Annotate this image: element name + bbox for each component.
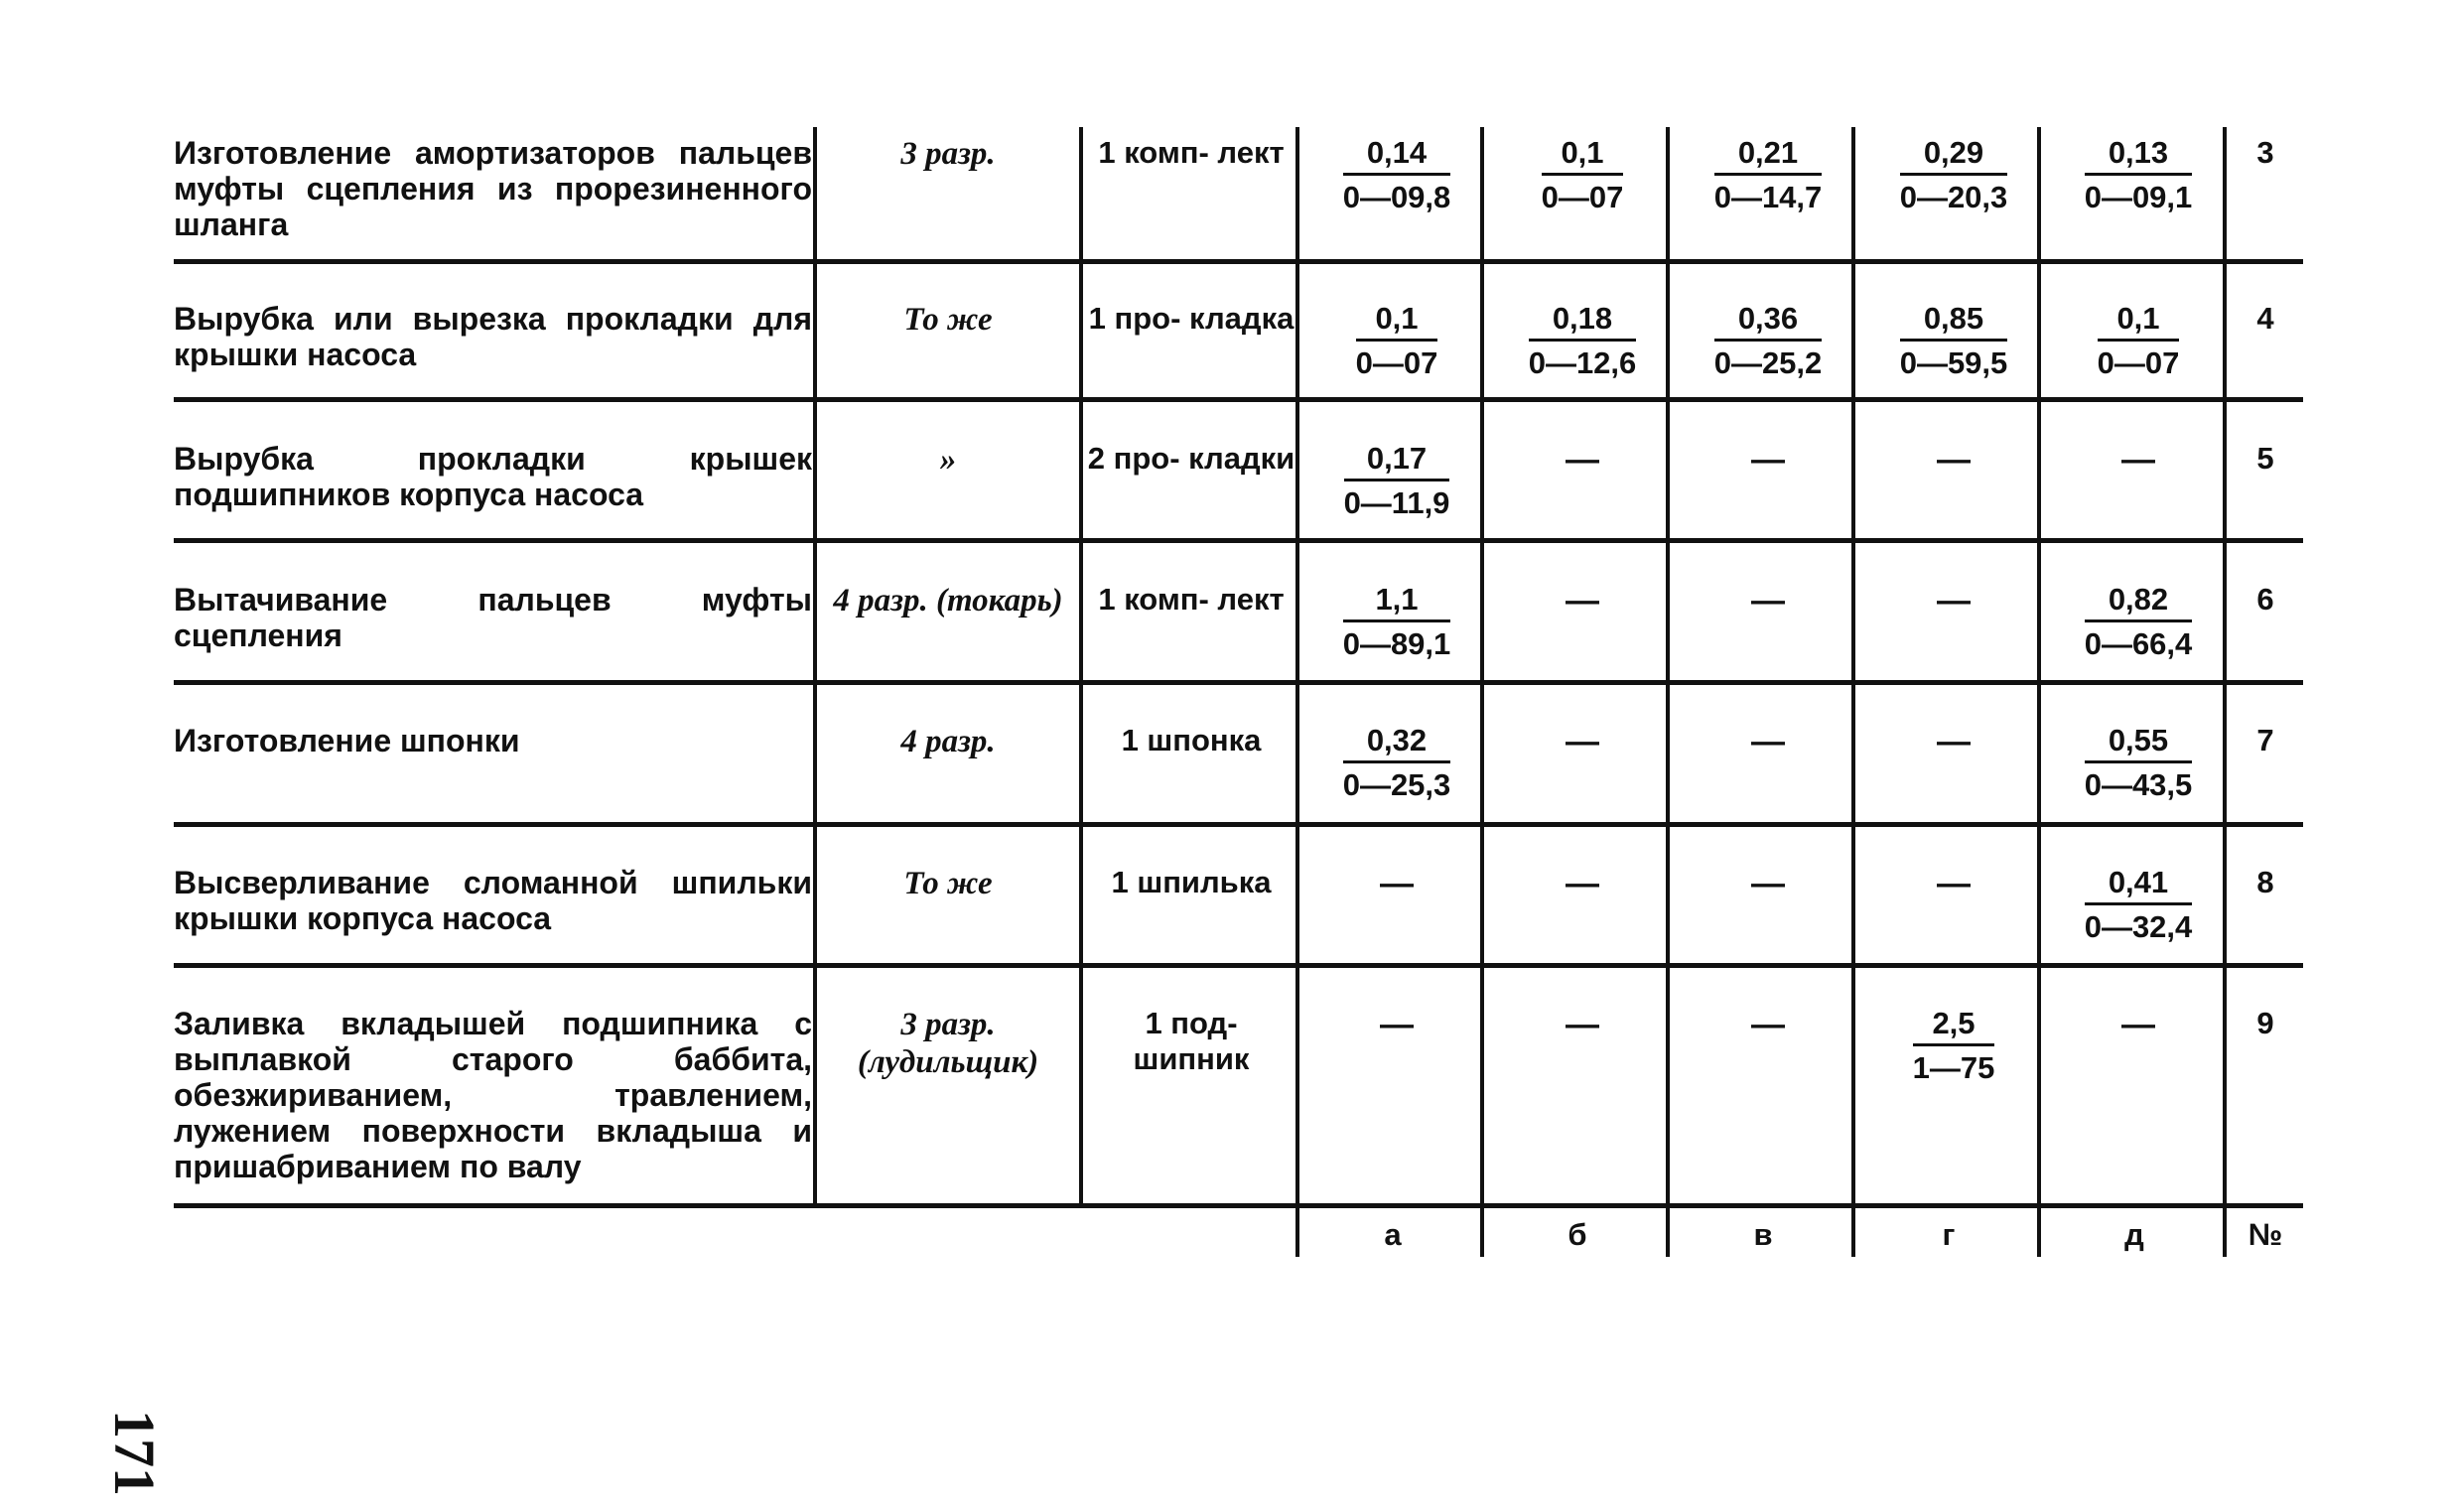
value-numerator: 0,1 bbox=[1542, 135, 1624, 176]
measure-unit: 1 шпилька bbox=[1111, 865, 1272, 899]
measure-unit: 1 под- шипник bbox=[1133, 1006, 1250, 1076]
value-fraction bbox=[1343, 723, 1451, 803]
worker-rank: 4 разр. (токарь) bbox=[833, 583, 1063, 619]
value-numerator: 0,36 bbox=[1714, 301, 1823, 342]
value-denominator: 0—09,8 bbox=[1342, 180, 1451, 214]
value-d bbox=[2046, 129, 2231, 260]
measure-unit: 2 про- кладки bbox=[1087, 441, 1295, 476]
value-numerator: 0,41 bbox=[2085, 865, 2193, 905]
value-numerator: 2,5 bbox=[1913, 1006, 1995, 1046]
empty-dash: — bbox=[1566, 441, 1599, 479]
value-fraction bbox=[1714, 135, 1823, 215]
value-numerator: 0,14 bbox=[1343, 135, 1451, 176]
value-fraction bbox=[2085, 135, 2193, 215]
empty-dash: — bbox=[1380, 1006, 1414, 1043]
worker-rank: То же bbox=[903, 302, 993, 338]
measure-unit: 1 комп- лект bbox=[1098, 582, 1285, 617]
value-fraction bbox=[1542, 135, 1624, 215]
work-description: Вытачивание пальцев муфты сцепления bbox=[174, 582, 812, 653]
worker-rank: » bbox=[939, 442, 957, 478]
page-number: 171 bbox=[102, 1410, 167, 1496]
value-numerator: 0,55 bbox=[2085, 723, 2193, 763]
column-divider bbox=[2037, 127, 2041, 1257]
value-a bbox=[1304, 435, 1489, 534]
column-divider bbox=[1666, 127, 1670, 1257]
empty-dash: — bbox=[1937, 582, 1971, 619]
empty-dash: — bbox=[1566, 723, 1599, 760]
value-v bbox=[1676, 295, 1860, 394]
value-numerator: 0,21 bbox=[1714, 135, 1823, 176]
value-denominator: 0—14,7 bbox=[1713, 180, 1823, 214]
measure-unit: 1 шпонка bbox=[1121, 723, 1262, 757]
empty-dash: — bbox=[1937, 441, 1971, 479]
empty-dash: — bbox=[1566, 865, 1599, 902]
value-g bbox=[1861, 717, 2046, 816]
empty-dash: — bbox=[1937, 723, 1971, 760]
value-a bbox=[1304, 295, 1489, 394]
value-fraction bbox=[1529, 301, 1637, 381]
value-g bbox=[1861, 129, 2046, 260]
value-v bbox=[1676, 129, 1860, 260]
row-number: 9 bbox=[2256, 1006, 2274, 1040]
value-denominator: 0—12,6 bbox=[1528, 345, 1637, 380]
value-b bbox=[1490, 1000, 1675, 1198]
column-label-number: № bbox=[2248, 1217, 2283, 1252]
value-denominator: 0—07 bbox=[1355, 345, 1438, 380]
value-denominator: 0—25,2 bbox=[1713, 345, 1823, 380]
value-fraction bbox=[1913, 1006, 1995, 1086]
empty-dash: — bbox=[1751, 865, 1785, 902]
value-d bbox=[2046, 435, 2231, 534]
column-label-b: б bbox=[1567, 1217, 1587, 1252]
empty-dash: — bbox=[2121, 1006, 2155, 1043]
value-numerator: 0,17 bbox=[1344, 441, 1450, 481]
value-b bbox=[1490, 295, 1675, 394]
work-description: Заливка вкладышей подшипника с выплавкой старого баббита, обезжириванием, травлением, лужением поверхности вкладыша и пришабриванием по валу bbox=[174, 1006, 812, 1184]
row-number: 6 bbox=[2256, 582, 2274, 617]
row-number: 3 bbox=[2256, 135, 2274, 170]
value-a bbox=[1304, 1000, 1489, 1198]
value-a bbox=[1304, 859, 1489, 958]
value-fraction bbox=[1344, 441, 1450, 521]
value-denominator: 0—66,4 bbox=[2084, 626, 2193, 661]
value-v bbox=[1676, 1000, 1860, 1198]
value-d bbox=[2046, 859, 2231, 958]
empty-dash: — bbox=[1751, 723, 1785, 760]
value-a bbox=[1304, 576, 1489, 675]
value-g bbox=[1861, 576, 2046, 675]
value-fraction bbox=[2085, 865, 2193, 945]
value-a bbox=[1304, 717, 1489, 816]
worker-rank: То же bbox=[903, 866, 993, 901]
empty-dash: — bbox=[1566, 582, 1599, 619]
value-denominator: 0—32,4 bbox=[2084, 909, 2193, 944]
value-v bbox=[1676, 859, 1860, 958]
value-numerator: 0,1 bbox=[2098, 301, 2180, 342]
value-denominator: 0—25,3 bbox=[1342, 767, 1451, 802]
value-fraction bbox=[1356, 301, 1438, 381]
value-numerator: 0,29 bbox=[1900, 135, 2008, 176]
value-v bbox=[1676, 717, 1860, 816]
row-number: 4 bbox=[2256, 301, 2274, 336]
value-v bbox=[1676, 435, 1860, 534]
value-b bbox=[1490, 717, 1675, 816]
value-numerator: 0,18 bbox=[1529, 301, 1637, 342]
value-denominator: 0—11,9 bbox=[1343, 485, 1450, 520]
value-fraction bbox=[2098, 301, 2180, 381]
value-denominator: 0—09,1 bbox=[2084, 180, 2193, 214]
value-fraction bbox=[1900, 301, 2008, 381]
value-denominator: 0—43,5 bbox=[2084, 767, 2193, 802]
empty-dash: — bbox=[1751, 582, 1785, 619]
value-denominator: 1—75 bbox=[1912, 1050, 1995, 1085]
row-divider bbox=[174, 963, 2303, 968]
row-divider bbox=[174, 538, 2303, 543]
row-divider bbox=[174, 259, 2303, 264]
column-divider bbox=[1851, 127, 1855, 1257]
row-divider bbox=[174, 822, 2303, 827]
empty-dash: — bbox=[1751, 441, 1785, 479]
table-row bbox=[174, 576, 2303, 675]
value-numerator: 0,82 bbox=[2085, 582, 2193, 622]
value-a bbox=[1304, 129, 1489, 260]
work-description: Высверливание сломанной шпильки крышки корпуса насоса bbox=[174, 865, 812, 936]
value-numerator: 0,85 bbox=[1900, 301, 2008, 342]
value-d bbox=[2046, 576, 2231, 675]
value-numerator: 0,32 bbox=[1343, 723, 1451, 763]
worker-rank: 4 разр. bbox=[900, 724, 996, 759]
table-row bbox=[174, 859, 2303, 958]
worker-rank: 3 разр. bbox=[900, 136, 996, 172]
work-description: Изготовление амортизаторов пальцев муфты сцепления из прорезиненного шланга bbox=[174, 135, 812, 242]
value-fraction bbox=[2085, 723, 2193, 803]
column-divider bbox=[1295, 127, 1299, 1257]
value-denominator: 0—89,1 bbox=[1342, 626, 1451, 661]
value-denominator: 0—20,3 bbox=[1899, 180, 2008, 214]
column-label-a: а bbox=[1384, 1217, 1402, 1252]
empty-dash: — bbox=[2121, 441, 2155, 479]
work-description: Вырубка прокладки крышек подшипников корпуса насоса bbox=[174, 441, 812, 512]
value-fraction bbox=[1714, 301, 1823, 381]
row-number: 8 bbox=[2256, 865, 2274, 899]
measure-unit: 1 про- кладка bbox=[1088, 301, 1295, 336]
value-b bbox=[1490, 129, 1675, 260]
value-numerator: 1,1 bbox=[1343, 582, 1451, 622]
value-g bbox=[1861, 1000, 2046, 1198]
value-g bbox=[1861, 295, 2046, 394]
table-row bbox=[174, 295, 2303, 394]
value-denominator: 0—07 bbox=[2097, 345, 2180, 380]
row-divider bbox=[174, 680, 2303, 685]
measure-unit: 1 комп- лект bbox=[1098, 135, 1285, 170]
value-b bbox=[1490, 576, 1675, 675]
empty-dash: — bbox=[1566, 1006, 1599, 1043]
column-label-g: г bbox=[1942, 1217, 1956, 1252]
work-description: Изготовление шпонки bbox=[174, 723, 520, 758]
value-v bbox=[1676, 576, 1860, 675]
table-row bbox=[174, 717, 2303, 816]
value-numerator: 0,1 bbox=[1356, 301, 1438, 342]
value-fraction bbox=[1900, 135, 2008, 215]
column-label-d: д bbox=[2124, 1217, 2144, 1252]
column-divider bbox=[2223, 127, 2227, 1257]
value-fraction bbox=[2085, 582, 2193, 662]
empty-dash: — bbox=[1937, 865, 1971, 902]
value-d bbox=[2046, 1000, 2231, 1198]
value-fraction bbox=[1343, 582, 1451, 662]
value-numerator: 0,13 bbox=[2085, 135, 2193, 176]
table-row bbox=[174, 1000, 2303, 1198]
value-d bbox=[2046, 295, 2231, 394]
value-g bbox=[1861, 859, 2046, 958]
value-d bbox=[2046, 717, 2231, 816]
table-row bbox=[174, 129, 2303, 260]
empty-dash: — bbox=[1380, 865, 1414, 902]
empty-dash: — bbox=[1751, 1006, 1785, 1043]
value-denominator: 0—07 bbox=[1541, 180, 1624, 214]
work-description: Вырубка или вырезка прокладки для крышки насоса bbox=[174, 301, 812, 372]
value-b bbox=[1490, 859, 1675, 958]
table-bottom-rule bbox=[174, 1203, 2303, 1208]
row-number: 5 bbox=[2256, 441, 2274, 476]
column-label-v: в bbox=[1753, 1217, 1773, 1252]
value-b bbox=[1490, 435, 1675, 534]
column-divider bbox=[813, 127, 817, 1205]
value-fraction bbox=[1343, 135, 1451, 215]
table-row bbox=[174, 435, 2303, 534]
row-number: 7 bbox=[2256, 723, 2274, 757]
column-divider bbox=[1480, 127, 1484, 1257]
value-denominator: 0—59,5 bbox=[1899, 345, 2008, 380]
worker-rank: 3 разр. (лудильщик) bbox=[857, 1007, 1039, 1080]
column-divider bbox=[1079, 127, 1083, 1205]
value-g bbox=[1861, 435, 2046, 534]
row-divider bbox=[174, 397, 2303, 402]
